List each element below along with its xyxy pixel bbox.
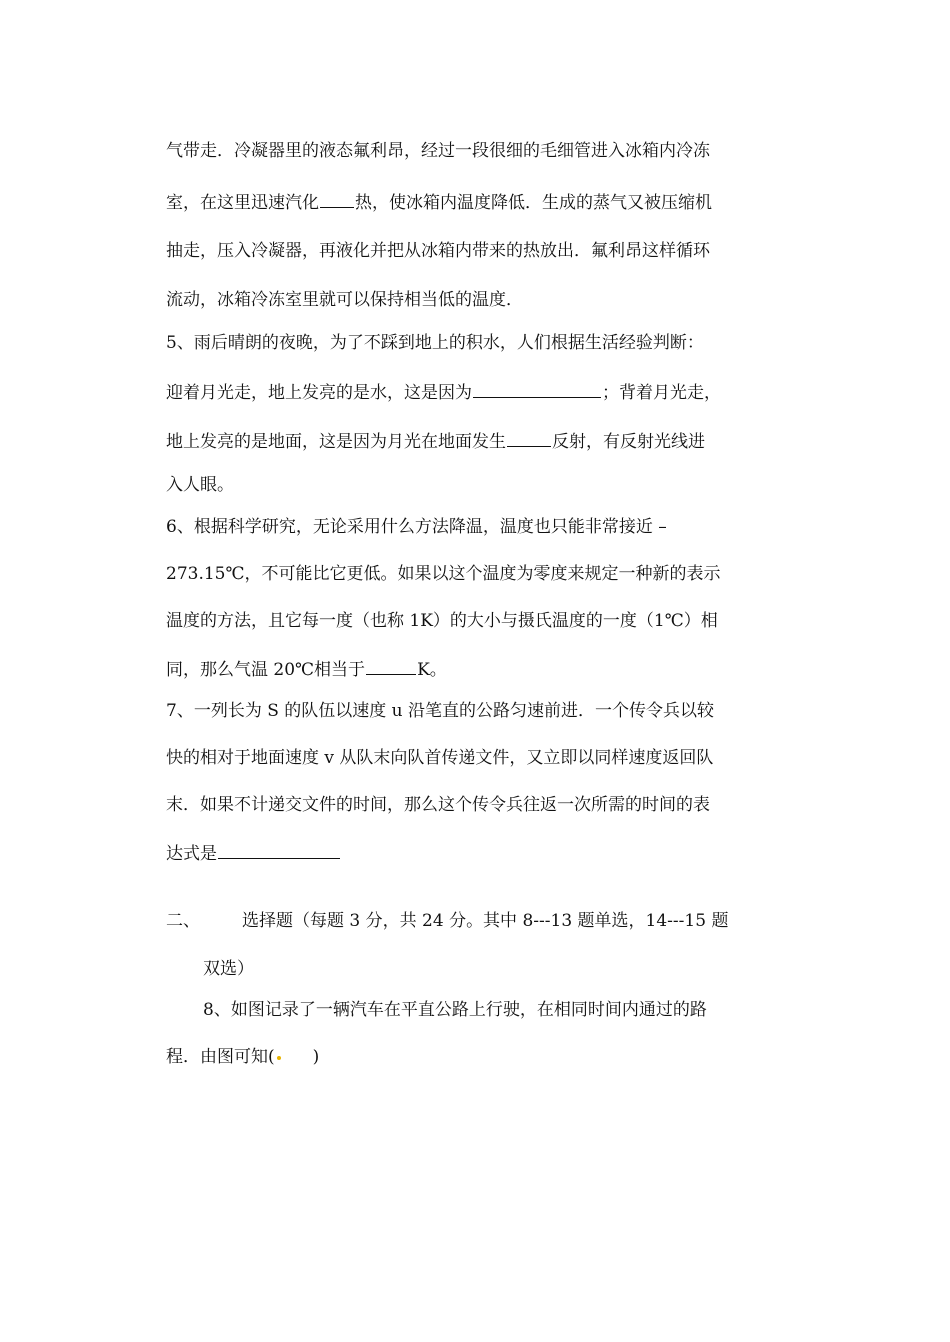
section-2-number: 二、 (166, 911, 200, 931)
yellow-dot-mark (277, 1056, 281, 1060)
q4-line-1: 气带走．冷凝器里的液态氟利昂，经过一段很细的毛细管进入冰箱内冷冻 (166, 141, 710, 161)
q8-line-2 (166, 1046, 319, 1068)
section-2-title-line-2: 双选） (203, 959, 254, 979)
q7-line-4-pre: 达式是 (166, 844, 217, 864)
q5-line-3 (166, 429, 705, 453)
q6-line-3: 温度的方法，且它每一度（也称 1K）的大小与摄氏温度的一度（1℃）相 (166, 611, 718, 631)
q7-line-4 (166, 841, 341, 865)
q5-line-3-pre: 地上发亮的是地面，这是因为月光在地面发生 (166, 432, 506, 452)
q5-line-1: 5、雨后晴朗的夜晚，为了不踩到地上的积水，人们根据生活经验判断： (166, 333, 704, 353)
q7-line-1: 7、一列长为 S 的队伍以速度 u 沿笔直的公路匀速前进．一个传令兵以较 (166, 701, 715, 721)
q4-line-2 (166, 190, 712, 214)
q5-line-3-post: 反射，有反射光线进 (552, 432, 705, 452)
q8-line-1: 8、如图记录了一辆汽车在平直公路上行驶，在相同时间内通过的路 (203, 1000, 707, 1020)
q7-line-2: 快的相对于地面速度 v 从队末向队首传递文件，又立即以同样速度返回队 (166, 748, 714, 768)
q7-line-3: 末．如果不计递交文件的时间，那么这个传令兵往返一次所需的时间的表 (166, 795, 710, 815)
q4-answer-blank[interactable] (320, 190, 354, 208)
q6-line-4-post: K。 (417, 660, 447, 680)
section-2-heading (166, 910, 728, 932)
q6-answer-blank[interactable] (366, 657, 416, 675)
section-2-title-line-1: 选择题（每题 3 分，共 24 分。其中 8---13 题单选，14---15 题 (242, 911, 729, 931)
q6-line-2: 273.15℃，不可能比它更低。如果以这个温度为零度来规定一种新的表示 (166, 564, 721, 584)
q4-line-2-pre: 室，在这里迅速汽化 (166, 193, 319, 213)
q6-line-4-pre: 同，那么气温 20℃相当于 (166, 660, 366, 680)
q7-answer-blank[interactable] (218, 841, 340, 859)
q5-line-2 (166, 380, 721, 404)
q5-line-2-post: ；背着月光走， (602, 383, 721, 403)
q5-line-2-pre: 迎着月光走，地上发亮的是水，这是因为 (166, 383, 472, 403)
q4-line-3: 抽走，压入冷凝器，再液化并把从冰箱内带来的热放出．氟利昂这样循环 (166, 241, 710, 261)
q8-line-2-pre: 程．由图可知( (166, 1047, 275, 1067)
q5-answer-blank-1[interactable] (473, 380, 601, 398)
q5-line-4: 入人眼。 (166, 475, 234, 495)
q8-line-2-post: ) (312, 1047, 320, 1067)
q4-line-2-post: 热，使冰箱内温度降低．生成的蒸气又被压缩机 (355, 193, 712, 213)
q5-answer-blank-2[interactable] (507, 429, 551, 447)
q6-line-1: 6、根据科学研究，无论采用什么方法降温，温度也只能非常接近 – (166, 517, 667, 537)
q6-line-4 (166, 657, 447, 681)
q4-line-4: 流动，冰箱冷冻室里就可以保持相当低的温度． (166, 290, 523, 310)
